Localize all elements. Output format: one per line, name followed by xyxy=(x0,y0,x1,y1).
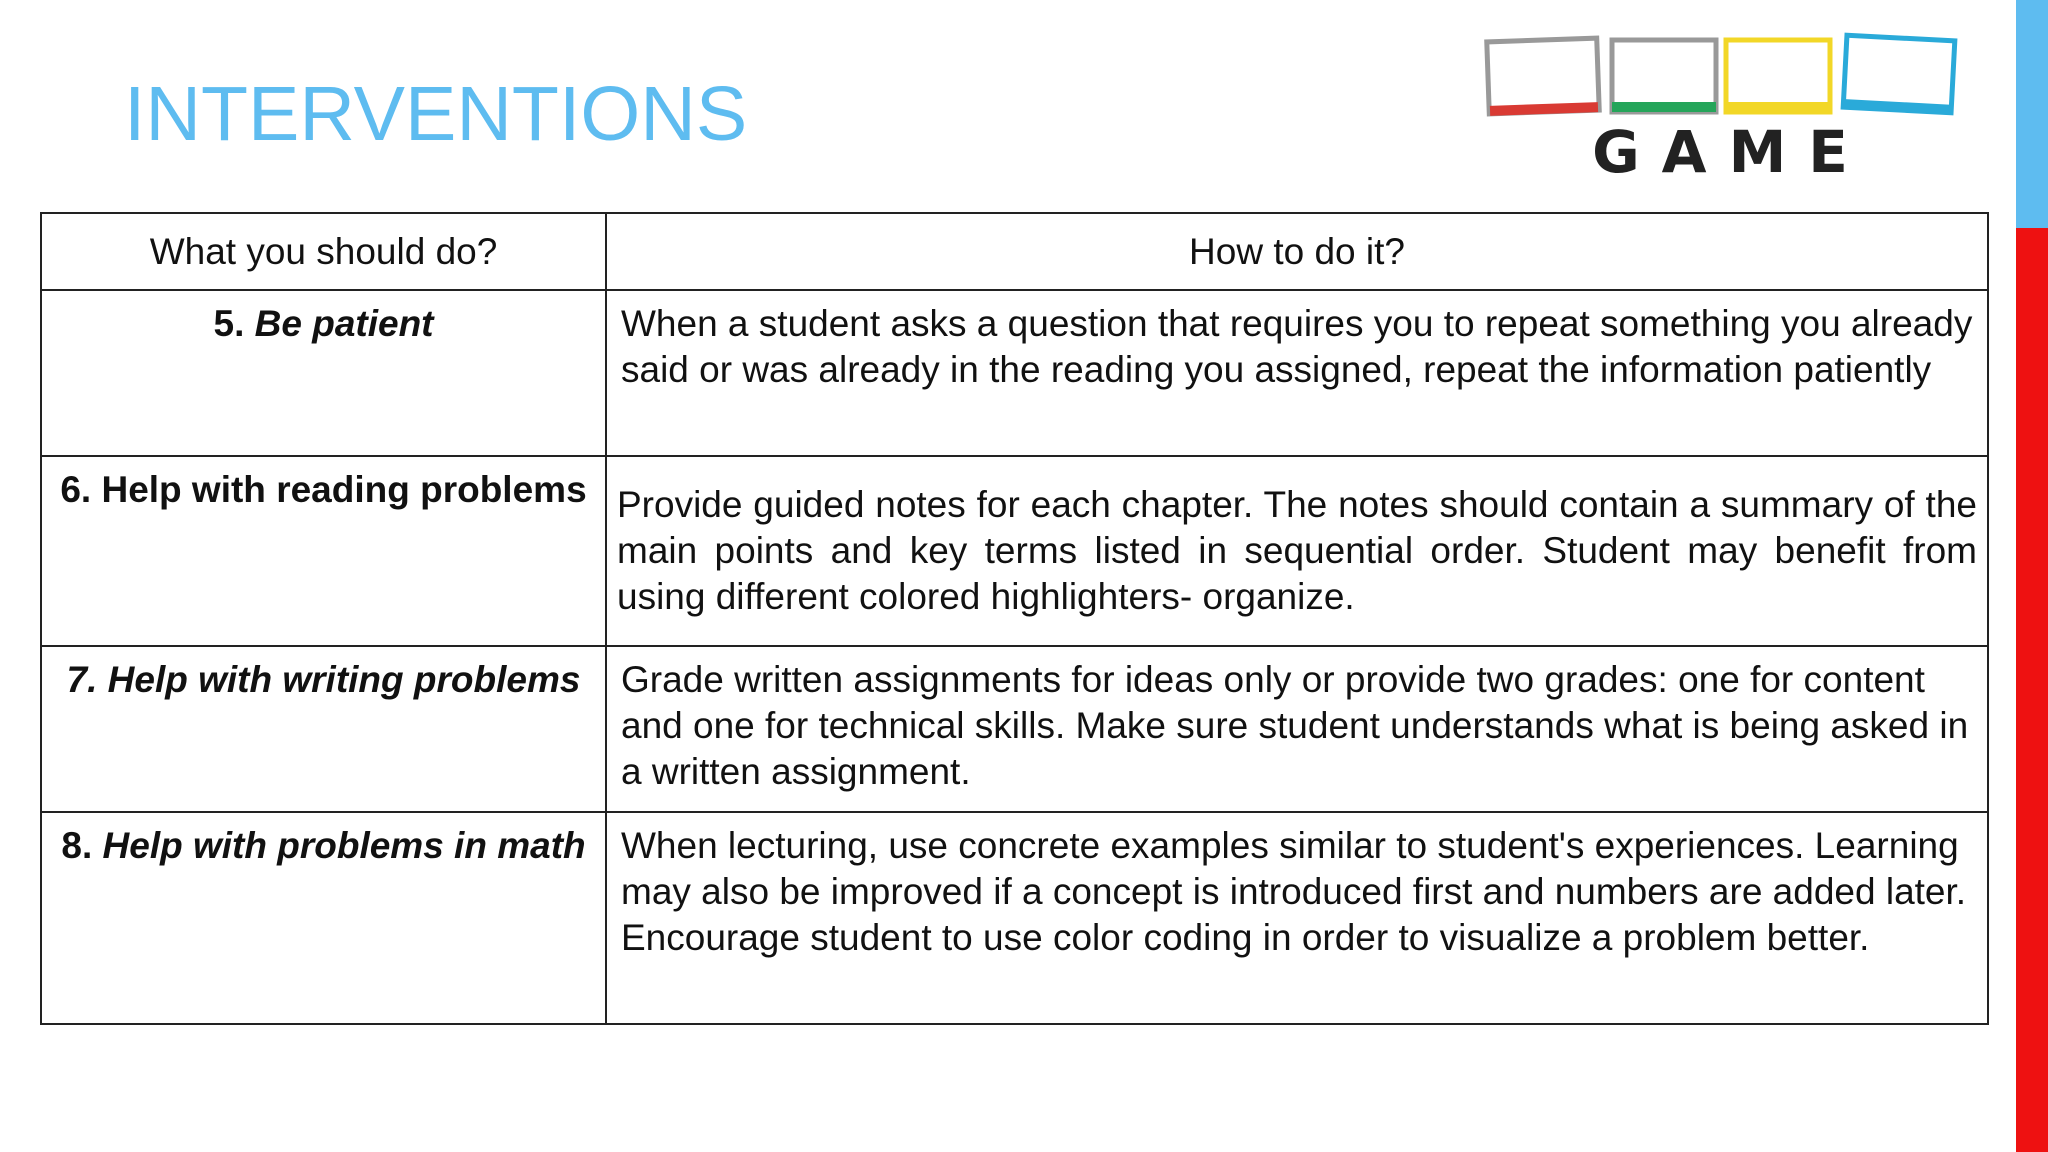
how-cell: When a student asks a question that requires you to repeat something you already said or was already in the reading you assigned, repeat the information patiently xyxy=(606,290,1988,456)
action-cell xyxy=(41,812,606,1024)
action-label: Help with reading problems xyxy=(101,469,587,510)
game-logo xyxy=(1480,30,1960,186)
action-label: Help with problems in math xyxy=(102,825,586,866)
action-number: 8. xyxy=(61,825,93,866)
table-row xyxy=(41,812,1988,1024)
action-label: Be patient xyxy=(254,303,434,344)
logo-square-green xyxy=(1612,40,1716,112)
action-number: 5. xyxy=(213,303,245,344)
logo-square-yellow-bar xyxy=(1726,102,1830,112)
logo-square-green-bar xyxy=(1612,102,1716,112)
how-cell: Grade written assignments for ideas only or provide two grades: one for content and one for technical skills. Make sure student understands what is being asked in a written assignment. xyxy=(606,646,1988,812)
how-cell: When lecturing, use concrete examples similar to student's experiences. Learning may also be improved if a concept is introduced first and numbers are added later. Encourage student to use color coding in order to visualize a problem better. xyxy=(606,812,1988,1024)
sidebar-accent-top xyxy=(2016,0,2048,228)
logo-text: GAME xyxy=(1592,118,1870,186)
logo-square-red xyxy=(1487,38,1599,114)
logo-squares xyxy=(1480,30,1960,130)
action-label: Help with writing problems xyxy=(107,659,581,700)
table-row xyxy=(41,646,1988,812)
table-row xyxy=(41,456,1988,646)
action-number: 6. xyxy=(60,469,92,510)
header-what: What you should do? xyxy=(41,213,606,290)
sidebar-accent-bottom xyxy=(2016,228,2048,1152)
action-number: 7. xyxy=(66,659,98,700)
table-row xyxy=(41,290,1988,456)
action-cell xyxy=(41,456,606,646)
header-how: How to do it? xyxy=(606,213,1988,290)
action-cell xyxy=(41,290,606,456)
interventions-table xyxy=(40,212,1989,1025)
table-header-row xyxy=(41,213,1988,290)
action-cell xyxy=(41,646,606,812)
how-cell: Provide guided notes for each chapter. The notes should contain a summary of the main points and key terms listed in sequential order. Student may benefit from using different colored highlighters- organize. xyxy=(606,456,1988,646)
logo-square-yellow xyxy=(1726,40,1830,112)
slide-title: INTERVENTIONS xyxy=(124,71,748,157)
